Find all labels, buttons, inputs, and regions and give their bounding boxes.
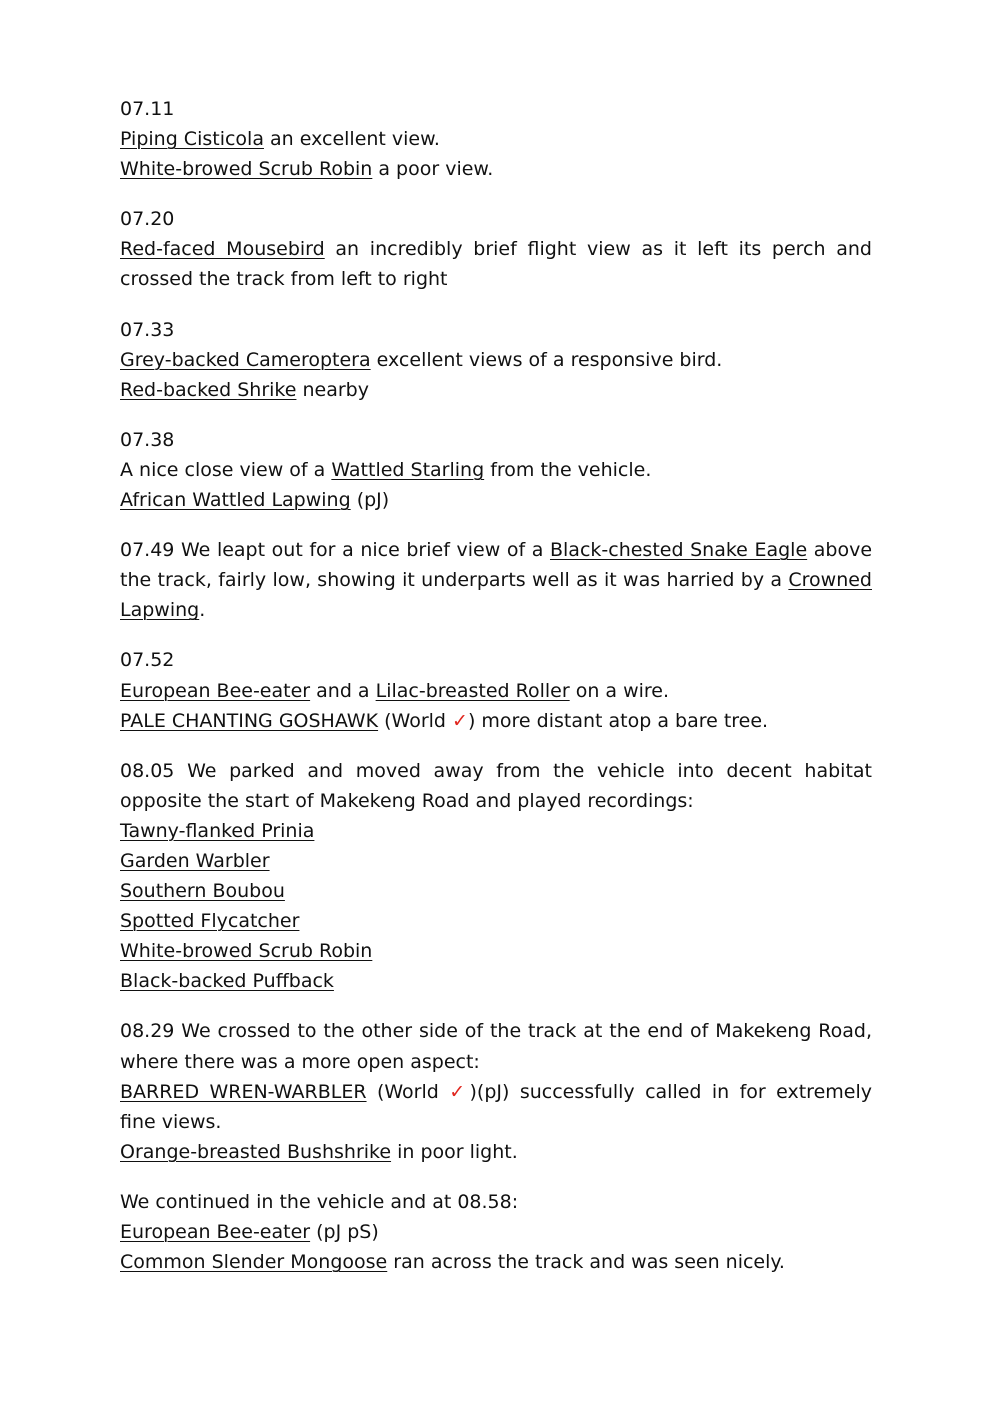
species-list-item (120, 846, 872, 876)
entry-time: 08.29 (120, 1020, 175, 1043)
checkmark-icon: ✓ (452, 709, 468, 732)
sighting-note: (pJ pS) (310, 1221, 379, 1243)
entry-time: 07.20 (120, 208, 175, 231)
log-entry-0720 (120, 204, 872, 294)
species-name: Southern Boubou (120, 880, 285, 903)
species-name: Tawny-flanked Prinia (120, 819, 315, 842)
log-entry-0738 (120, 425, 872, 515)
species-name: Piping Cisticola (120, 128, 264, 151)
sighting-note: an excellent view. (263, 128, 440, 151)
sighting-note: We crossed to the other side of the track at the end of Makekeng Road, where there was a more open aspect: (120, 1020, 872, 1073)
species-name: European Bee-eater (120, 1221, 311, 1243)
species-name: Wattled Starling (331, 458, 485, 481)
sighting-note: We parked and moved away from the vehicle into decent habitat opposite the start of Makekeng Road and played recordings: (120, 759, 872, 812)
species-name: European Bee-eater (120, 679, 311, 702)
entry-intro: We continued in the vehicle and at 08.58: (120, 1190, 519, 1213)
species-list-item (120, 906, 872, 936)
sighting-note: from the vehicle. (484, 458, 652, 481)
log-entry-0858 (120, 1187, 872, 1277)
sighting-paragraph (120, 1077, 872, 1137)
sighting-note: nearby (296, 378, 369, 401)
species-list-item (120, 966, 872, 996)
species-list-item (120, 936, 872, 966)
sighting-note: (World (366, 1080, 450, 1103)
entry-time: 08.05 (120, 759, 175, 782)
sighting-line (120, 706, 872, 736)
species-name: Orange-breasted Bushshrike (120, 1140, 392, 1163)
sighting-note: in poor light. (391, 1140, 518, 1163)
sighting-paragraph (120, 756, 872, 816)
sighting-paragraph (120, 1016, 872, 1076)
sighting-note: a poor view. (372, 158, 494, 181)
sighting-note: We leapt out for a nice brief view of a (174, 539, 550, 562)
species-name: White-browed Scrub Robin (120, 158, 373, 181)
species-list-item (120, 876, 872, 906)
sighting-note: an incredibly brief flight view as it left its perch and crossed the track from left to right (120, 238, 872, 291)
sighting-note: A nice close view of a (120, 458, 332, 481)
species-name: Common Slender Mongoose (120, 1251, 388, 1274)
sighting-paragraph (120, 234, 872, 294)
sighting-note: ran across the track and was seen nicely. (387, 1251, 785, 1274)
species-name: Lilac-breasted Roller (375, 679, 570, 702)
sighting-note: . (199, 599, 206, 622)
sighting-line (120, 1137, 872, 1167)
species-list-item (120, 816, 872, 846)
entry-time: 07.33 (120, 318, 175, 341)
entry-time: 07.52 (120, 649, 175, 672)
sighting-note: )(pJ) successfully called in for extremely fine views. (120, 1080, 872, 1133)
log-entry-0829 (120, 1016, 872, 1166)
species-name: PALE CHANTING GOSHAWK (120, 709, 379, 732)
entry-time: 07.38 (120, 428, 175, 451)
species-name: African Wattled Lapwing (120, 489, 351, 512)
sighting-note: above the track, fairly low, showing it underparts well as it was harried by a (120, 539, 873, 592)
sighting-line (120, 345, 872, 375)
log-entry-0711 (120, 94, 872, 184)
sighting-line (120, 1247, 872, 1277)
log-entry-0733 (120, 315, 872, 405)
species-name: BARRED WREN-WARBLER (120, 1080, 367, 1103)
sighting-line (120, 455, 872, 485)
checkmark-icon: ✓ (449, 1080, 470, 1103)
log-entry-0749 (120, 535, 872, 625)
sighting-note: and a (310, 679, 376, 702)
sighting-line (120, 485, 872, 515)
sighting-note: ) more distant atop a bare tree. (467, 709, 769, 732)
species-name: Grey-backed Cameroptera (120, 348, 371, 371)
species-name: Red-faced Mousebird (120, 238, 325, 261)
sighting-note: (pJ) (350, 489, 390, 512)
entry-time: 07.49 (120, 539, 175, 562)
species-name: Spotted Flycatcher (120, 910, 300, 933)
sighting-line (120, 1217, 872, 1247)
sighting-line (120, 375, 872, 405)
species-name: White-browed Scrub Robin (120, 940, 373, 963)
species-name: Red-backed Shrike (120, 378, 297, 401)
log-entry-0752 (120, 645, 872, 735)
sighting-line (120, 676, 872, 706)
species-name: Black-backed Puffback (120, 970, 334, 993)
document-page (120, 94, 872, 1297)
log-entry-0805 (120, 756, 872, 997)
entry-time: 07.11 (120, 98, 175, 120)
sighting-line (120, 154, 872, 184)
sighting-line (120, 124, 872, 154)
sighting-note: excellent views of a responsive bird. (370, 348, 723, 371)
species-name: Garden Warbler (120, 849, 270, 872)
species-name: Crowned Lapwing (120, 569, 872, 622)
species-name: Black-chested Snake Eagle (549, 539, 808, 562)
sighting-paragraph (120, 535, 872, 625)
sighting-note: on a wire. (569, 679, 670, 702)
sighting-note: (World (378, 709, 453, 732)
